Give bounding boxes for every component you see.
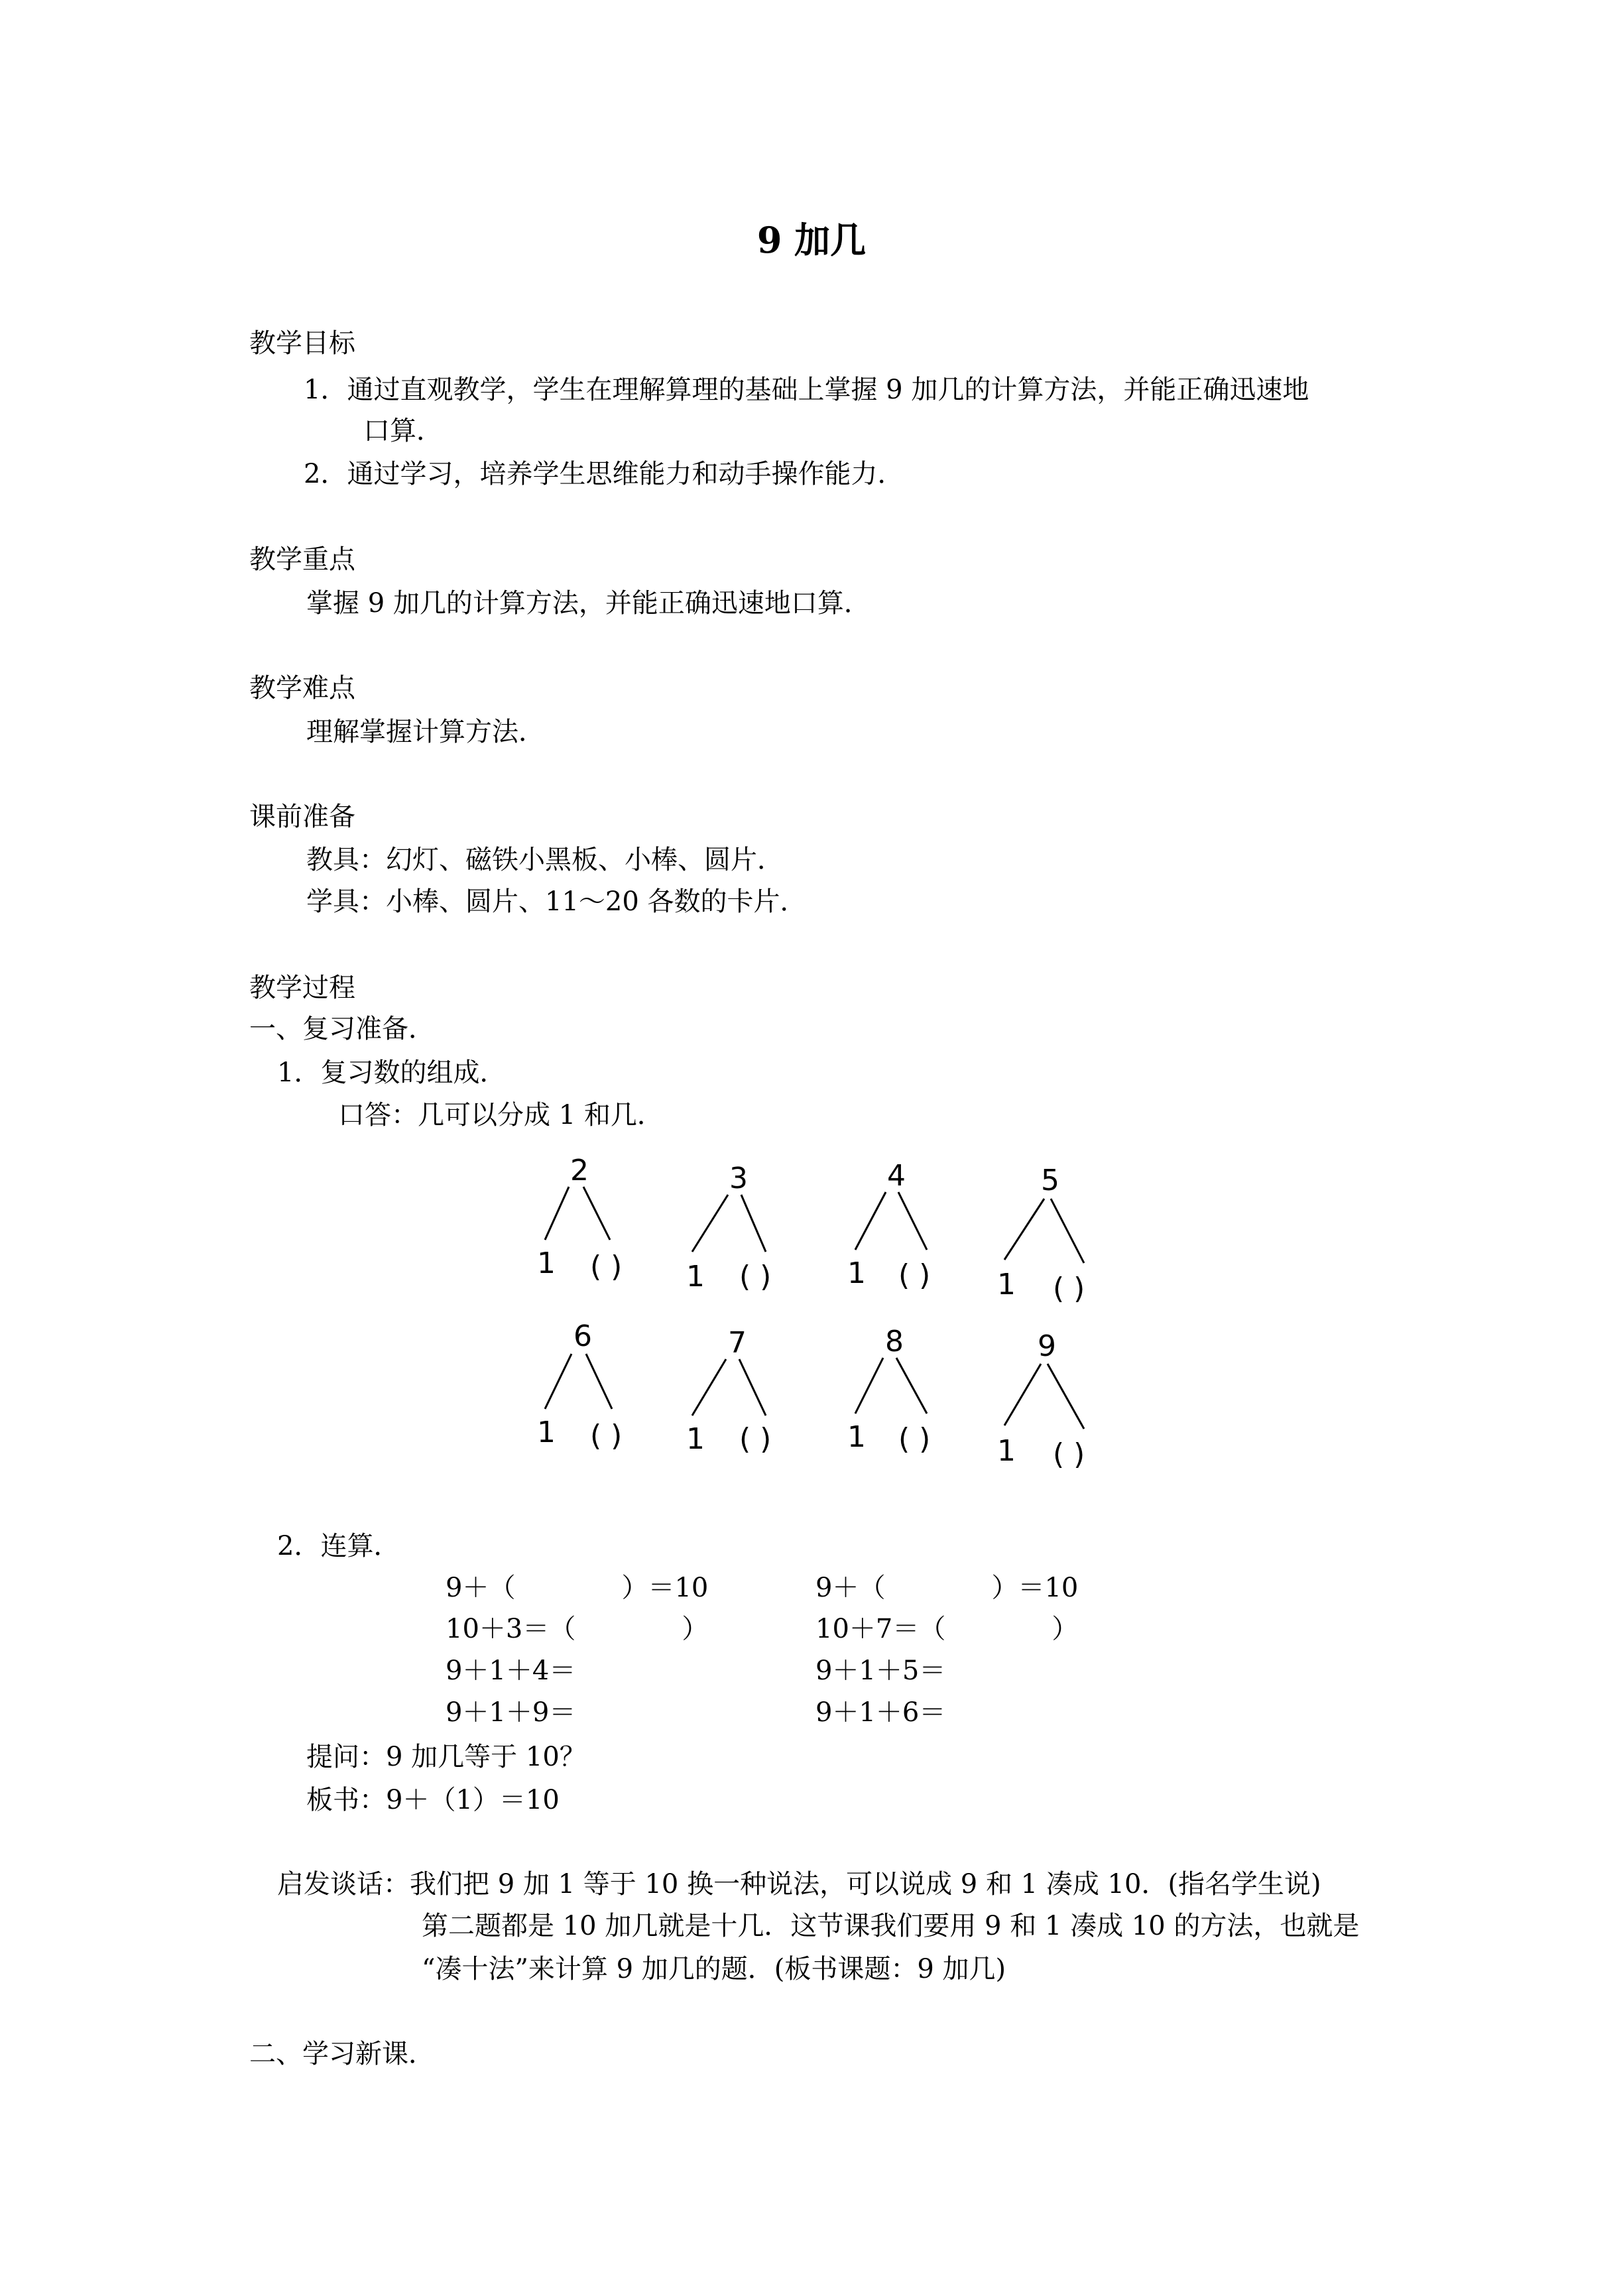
student-tools: 学具：小棒、圆片、11～20 各数的卡片．: [306, 886, 807, 917]
review-item-1: 1．复习数的组成．: [277, 1057, 507, 1088]
calc-left-3: 9＋1＋4＝: [446, 1656, 576, 1686]
tree-right: ( ): [739, 1422, 772, 1456]
tree-8: [847, 1325, 930, 1456]
question: 提问：9 加几等于 10？: [306, 1742, 586, 1772]
tree-right: ( ): [1053, 1437, 1085, 1471]
tree-right: ( ): [590, 1419, 623, 1453]
difficulties-text: 理解掌握计算方法．: [306, 717, 545, 747]
tree-left: 1: [847, 1420, 866, 1454]
calc-left-1: 9＋（ ）＝10: [446, 1573, 709, 1603]
inspire-talk-continued-2: “凑十法”来计算 9 加几的题．(板书课题：9 加几): [422, 1954, 1006, 1984]
inspire-talk: 启发谈话：我们把 9 加 1 等于 10 换一种说法，可以说成 9 和 1 凑成 10．(指名学生说): [277, 1869, 1321, 1900]
tree-top: 8: [885, 1325, 904, 1359]
tree-right: ( ): [898, 1422, 931, 1456]
objective-1-continued: 口算．: [363, 416, 443, 446]
tree-left: 1: [997, 1434, 1016, 1468]
tree-left: 1: [686, 1422, 705, 1456]
preparation-heading: 课前准备: [249, 802, 355, 832]
tree-top: 3: [729, 1162, 748, 1195]
objective-2: 2．通过学习，培养学生思维能力和动手操作能力．: [304, 459, 904, 489]
tree-top: 4: [887, 1159, 906, 1193]
tree-right: ( ): [590, 1250, 623, 1284]
teacher-tools: 教具：幻灯、磁铁小黑板、小棒、圆片．: [306, 845, 784, 875]
calc-left-4: 9＋1＋9＝: [446, 1697, 576, 1728]
calc-left-2: 10＋3＝（ ）: [446, 1614, 709, 1644]
tree-top: 2: [570, 1154, 589, 1187]
calc-right-3: 9＋1＋5＝: [815, 1656, 946, 1686]
calc-right-4: 9＋1＋6＝: [815, 1697, 946, 1728]
oral-answer: 口答：几可以分成 1 和几．: [338, 1100, 664, 1130]
tree-top: 5: [1041, 1164, 1059, 1197]
tree-right: ( ): [898, 1258, 931, 1292]
tree-left: 1: [537, 1246, 556, 1280]
difficulties-heading: 教学难点: [249, 673, 355, 703]
decomposition-trees: [517, 1140, 1140, 1472]
review-item-2: 2．连算．: [277, 1531, 400, 1561]
board-writing: 板书：9＋（1）＝10: [306, 1785, 560, 1815]
tree-left: 1: [847, 1256, 866, 1290]
tree-right: ( ): [1053, 1272, 1085, 1305]
section-review: 一、复习准备．: [249, 1014, 435, 1044]
tree-top: 6: [573, 1319, 592, 1353]
tree-left: 1: [997, 1268, 1016, 1301]
tree-3: [686, 1162, 771, 1294]
process-heading: 教学过程: [249, 973, 355, 1003]
tree-2: [537, 1154, 622, 1284]
tree-5: [997, 1164, 1085, 1305]
tree-6: [537, 1319, 622, 1453]
tree-left: 1: [537, 1416, 556, 1449]
objectives-heading: 教学目标: [249, 328, 355, 359]
key-points-text: 掌握 9 加几的计算方法，并能正确迅速地口算．: [306, 588, 871, 619]
tree-top: 7: [728, 1326, 747, 1360]
calc-right-2: 10＋7＝（ ）: [815, 1614, 1079, 1644]
tree-left: 1: [686, 1260, 705, 1294]
calc-right-1: 9＋（ ）＝10: [815, 1573, 1079, 1603]
page-title: 9 加几: [756, 219, 867, 261]
tree-4: [847, 1159, 930, 1292]
tree-9: [997, 1329, 1085, 1471]
key-points-heading: 教学重点: [249, 544, 355, 575]
objective-1: 1．通过直观教学，学生在理解算理的基础上掌握 9 加几的计算方法，并能正确迅速地: [304, 375, 1309, 405]
tree-top: 9: [1038, 1329, 1056, 1363]
tree-7: [686, 1326, 771, 1456]
section-new-lesson: 二、学习新课．: [249, 2039, 435, 2069]
inspire-talk-continued: 第二题都是 10 加几就是十几．这节课我们要用 9 和 1 凑成 10 的方法，也就是: [422, 1911, 1360, 1941]
tree-right: ( ): [739, 1260, 772, 1294]
